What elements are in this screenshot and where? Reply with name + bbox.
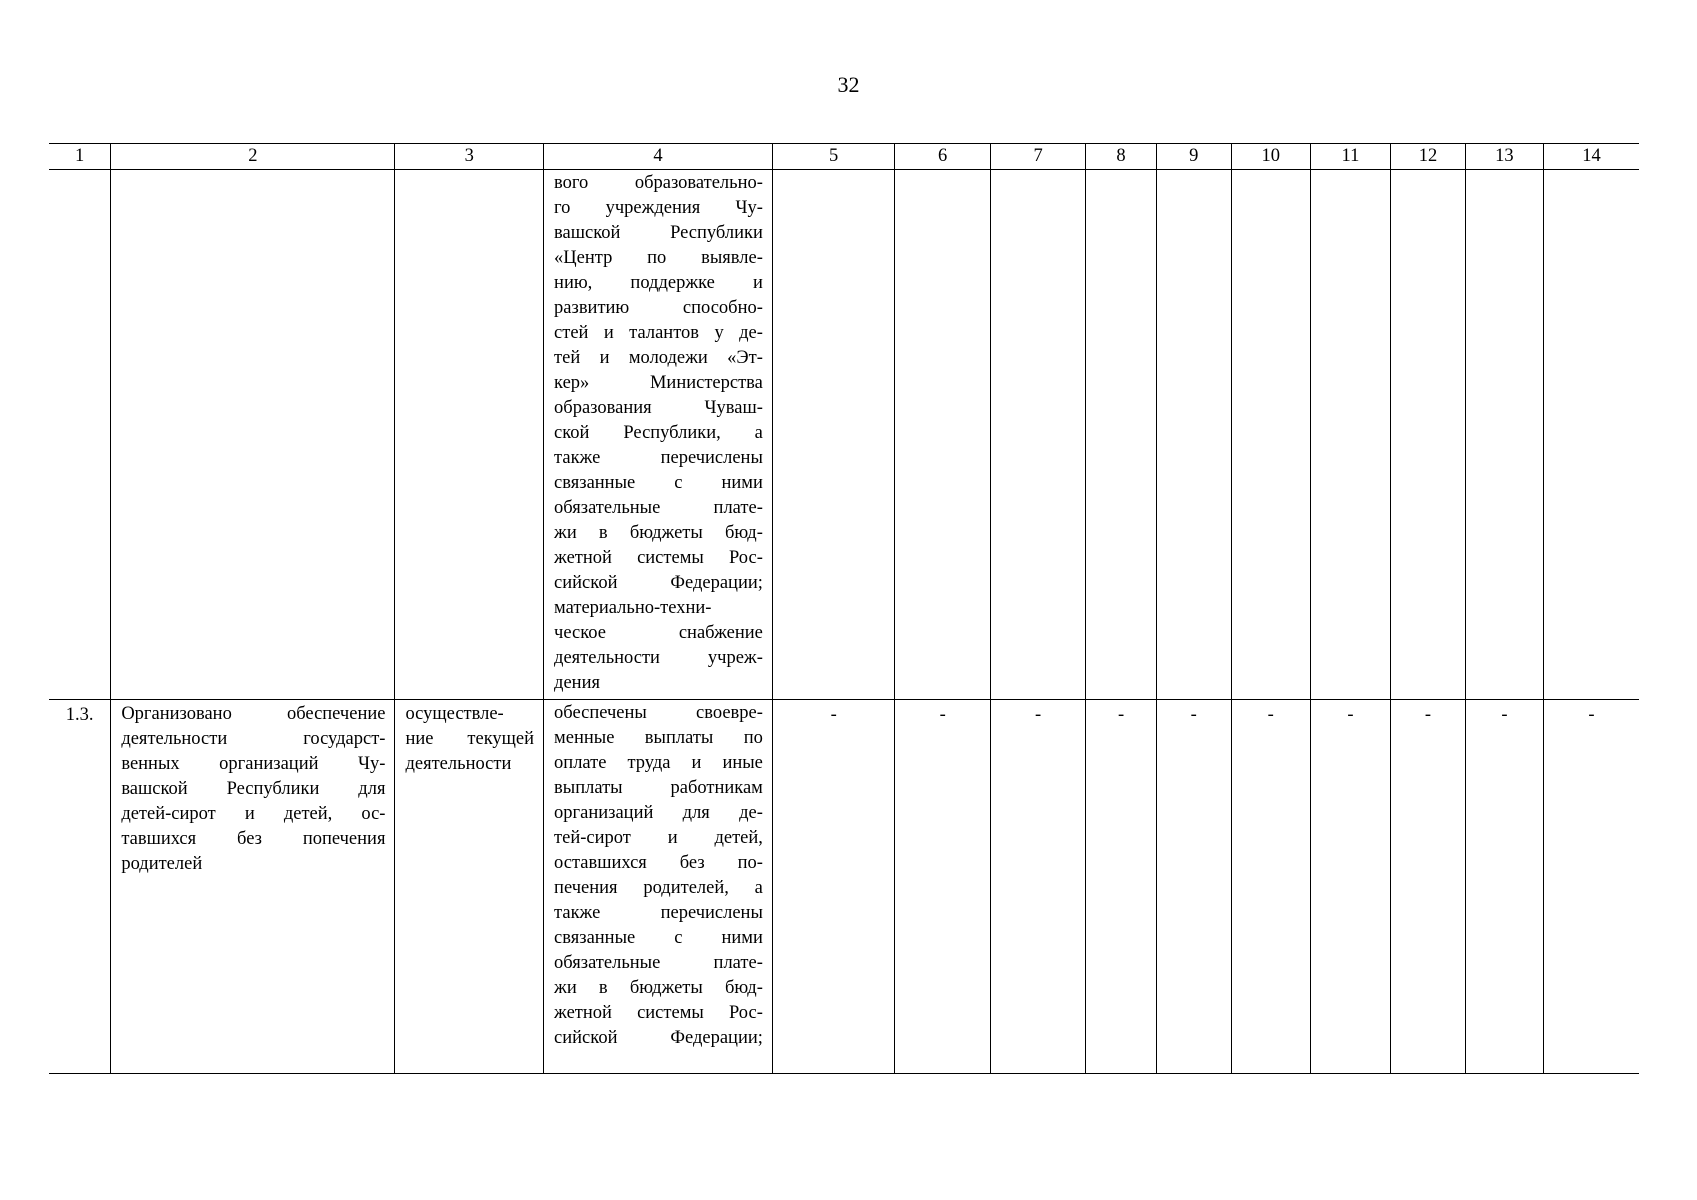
text-line: печения родителей, а: [554, 878, 763, 898]
text-line: го учреждения Чу-: [554, 198, 763, 218]
cell-value-col-8: -: [1086, 700, 1156, 1074]
column-header-12: 12: [1391, 144, 1466, 170]
text-line: образования Чуваш-: [554, 398, 763, 418]
column-header-14: 14: [1543, 144, 1639, 170]
cell-result-description: [544, 170, 773, 700]
text-line: ческое снабжение: [554, 623, 763, 643]
column-header-6: 6: [895, 144, 990, 170]
text-line: деятельности: [405, 754, 512, 774]
cell-event-name: [111, 170, 395, 700]
text-line: Организовано обеспечение: [121, 704, 386, 724]
text-line: оставшихся без по-: [554, 853, 763, 873]
text-line: венных организаций Чу-: [121, 754, 386, 774]
text-line: обязательные плате-: [554, 498, 763, 518]
text-line: тавшихся без попечения: [121, 829, 386, 849]
text-line: деятельности государст-: [121, 729, 386, 749]
text-line: материально-техни-: [554, 598, 712, 618]
text-line: родителей: [121, 854, 203, 874]
text-line: осуществле-: [405, 704, 504, 724]
text-line: тей и молодежи «Эт-: [554, 348, 763, 368]
cell-number: [49, 170, 111, 700]
text-line: связанные с ними: [554, 473, 763, 493]
cell-mechanism: [395, 700, 544, 1074]
table-row-continuation: [49, 170, 1639, 700]
cell-value: [1543, 170, 1639, 700]
table-row-item-1-3: [49, 700, 1639, 1074]
cell-value-col-12: -: [1391, 700, 1466, 1074]
cell-value: [1310, 170, 1390, 700]
text-line: вого образовательно-: [554, 173, 763, 193]
text-line: деятельности учреж-: [554, 648, 763, 668]
text-line: ской Республики, а: [554, 423, 763, 443]
column-header-13: 13: [1465, 144, 1543, 170]
text-line: сийской Федерации;: [554, 573, 763, 593]
text-line: также перечислены: [554, 903, 763, 923]
text-line: жетной системы Рос-: [554, 548, 763, 568]
column-number-header-row: [49, 144, 1639, 170]
text-line: нию, поддержке и: [554, 273, 763, 293]
cell-value-col-6: -: [895, 700, 990, 1074]
column-header-11: 11: [1310, 144, 1390, 170]
cell-value: [895, 170, 990, 700]
text-line: также перечислены: [554, 448, 763, 468]
text-line: сийской Федерации;: [554, 1028, 763, 1048]
column-header-9: 9: [1156, 144, 1231, 170]
cell-value: [990, 170, 1085, 700]
text-line: менные выплаты по: [554, 728, 763, 748]
column-header-5: 5: [772, 144, 895, 170]
column-header-8: 8: [1086, 144, 1156, 170]
cell-value-col-14: -: [1543, 700, 1639, 1074]
cell-value-col-10: -: [1231, 700, 1310, 1074]
text-line: ние текущей: [405, 729, 535, 749]
cell-value-col-7: -: [990, 700, 1085, 1074]
text-line: жи в бюджеты бюд-: [554, 523, 763, 543]
column-header-7: 7: [990, 144, 1085, 170]
text-line: жетной системы Рос-: [554, 1003, 763, 1023]
text-line: организаций для де-: [554, 803, 763, 823]
cell-event-name: [111, 700, 395, 1074]
column-header-3: 3: [395, 144, 544, 170]
cell-value-col-11: -: [1310, 700, 1390, 1074]
cell-value: [772, 170, 895, 700]
budget-measures-table: [49, 143, 1639, 1074]
text-line: обеспечены своевре-: [554, 703, 763, 723]
cell-value: [1086, 170, 1156, 700]
page-number: 32: [837, 72, 860, 97]
text-line: тей-сирот и детей,: [554, 828, 763, 848]
text-line: дения: [554, 673, 600, 693]
cell-value: [1391, 170, 1466, 700]
cell-value: [1465, 170, 1543, 700]
text-line: вашской Республики для: [121, 779, 386, 799]
cell-value-col-13: -: [1465, 700, 1543, 1074]
cell-value: [1156, 170, 1231, 700]
text-line: вашской Республики: [554, 223, 763, 243]
cell-mechanism: [395, 170, 544, 700]
cell-result-description: [544, 700, 773, 1074]
text-line: «Центр по выявле-: [554, 248, 763, 268]
column-header-10: 10: [1231, 144, 1310, 170]
text-line: обязательные плате-: [554, 953, 763, 973]
column-header-4: 4: [544, 144, 773, 170]
text-line: выплаты работникам: [554, 778, 763, 798]
column-header-2: 2: [111, 144, 395, 170]
text-line: оплате труда и иные: [554, 753, 763, 773]
cell-value-col-9: -: [1156, 700, 1231, 1074]
text-line: развитию способно-: [554, 298, 763, 318]
cell-value-col-5: -: [772, 700, 895, 1074]
cell-number: 1.3.: [49, 700, 111, 1074]
cell-value: [1231, 170, 1310, 700]
text-line: связанные с ними: [554, 928, 763, 948]
text-line: стей и талантов у де-: [554, 323, 763, 343]
text-line: детей-сирот и детей, ос-: [121, 804, 386, 824]
text-line: кер» Министерства: [554, 373, 763, 393]
column-header-1: 1: [49, 144, 111, 170]
text-line: жи в бюджеты бюд-: [554, 978, 763, 998]
